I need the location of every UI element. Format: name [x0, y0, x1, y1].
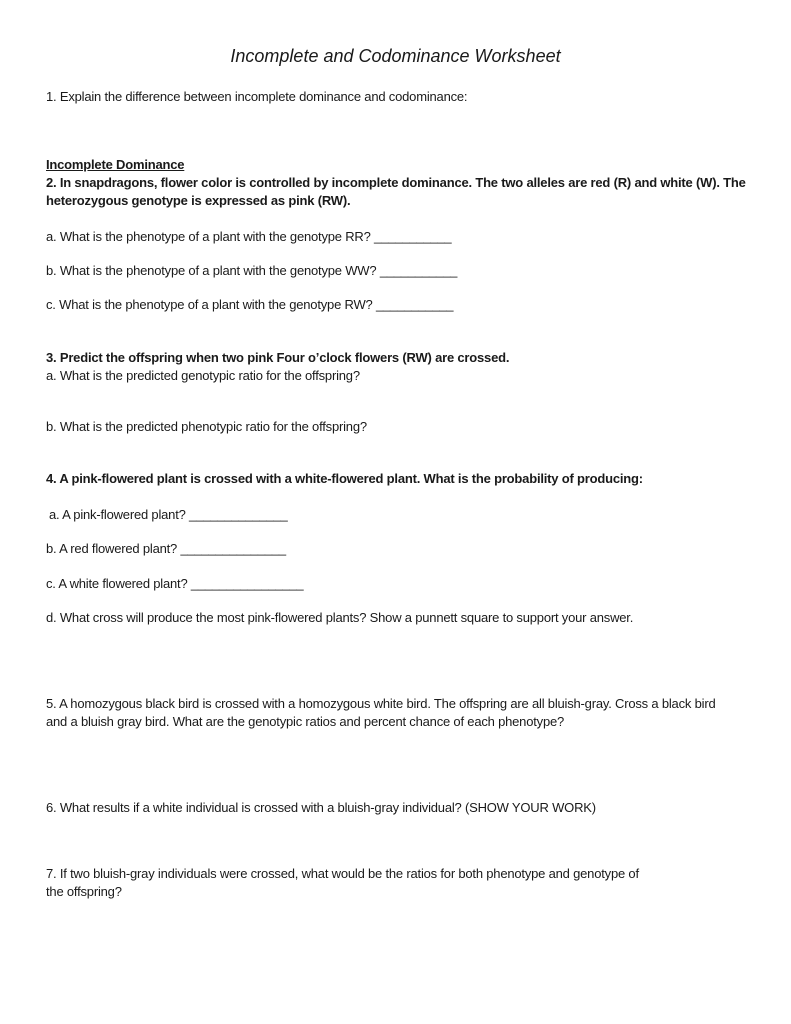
question-4a: a. A pink-flowered plant? ______________ [49, 507, 288, 522]
question-3: 3. Predict the offspring when two pink Four o’clock flowers (RW) are crossed. [46, 350, 510, 365]
question-2b: b. What is the phenotype of a plant with the genotype WW? ___________ [46, 263, 458, 278]
question-5 [46, 695, 715, 730]
question-7-line-2: the offspring? [46, 883, 122, 899]
question-7 [46, 865, 639, 900]
worksheet-title: Incomplete and Codominance Worksheet [230, 46, 561, 66]
question-4: 4. A pink-flowered plant is crossed with a white-flowered plant. What is the probability of producing: [46, 471, 643, 486]
question-3a: a. What is the predicted genotypic ratio for the offspring? [46, 368, 360, 383]
question-5-line-1: 5. A homozygous black bird is crossed with a homozygous white bird. The offspring are all bluish-gray. Cross a black bird [46, 696, 716, 711]
question-3b: b. What is the predicted phenotypic ratio for the offspring? [46, 419, 367, 434]
question-7-line-1: 7. If two bluish-gray individuals were crossed, what would be the ratios for both phenotype and genotype of [46, 866, 639, 881]
question-2-line-2: heterozygous genotype is expressed as pink (RW). [46, 192, 351, 208]
question-5-line-2: and a bluish gray bird. What are the genotypic ratios and percent chance of each phenotype? [46, 713, 565, 729]
question-6: 6. What results if a white individual is crossed with a bluish-gray individual? (SHOW YOUR WORK) [46, 800, 596, 815]
question-4c: c. A white flowered plant? ________________ [46, 576, 304, 591]
question-2-line-1: 2. In snapdragons, flower color is controlled by incomplete dominance. The two alleles are red (R) and white (W). The [46, 175, 746, 190]
question-4b: b. A red flowered plant? _______________ [46, 541, 286, 556]
question-2 [46, 174, 746, 209]
question-2c: c. What is the phenotype of a plant with the genotype RW? ___________ [46, 297, 454, 312]
question-2a: a. What is the phenotype of a plant with the genotype RR? ___________ [46, 229, 452, 244]
section-heading-incomplete-dominance: Incomplete Dominance [46, 157, 185, 172]
question-4d: d. What cross will produce the most pink-flowered plants? Show a punnett square to support your answer. [46, 610, 634, 625]
question-1: 1. Explain the difference between incomplete dominance and codominance: [46, 89, 468, 104]
